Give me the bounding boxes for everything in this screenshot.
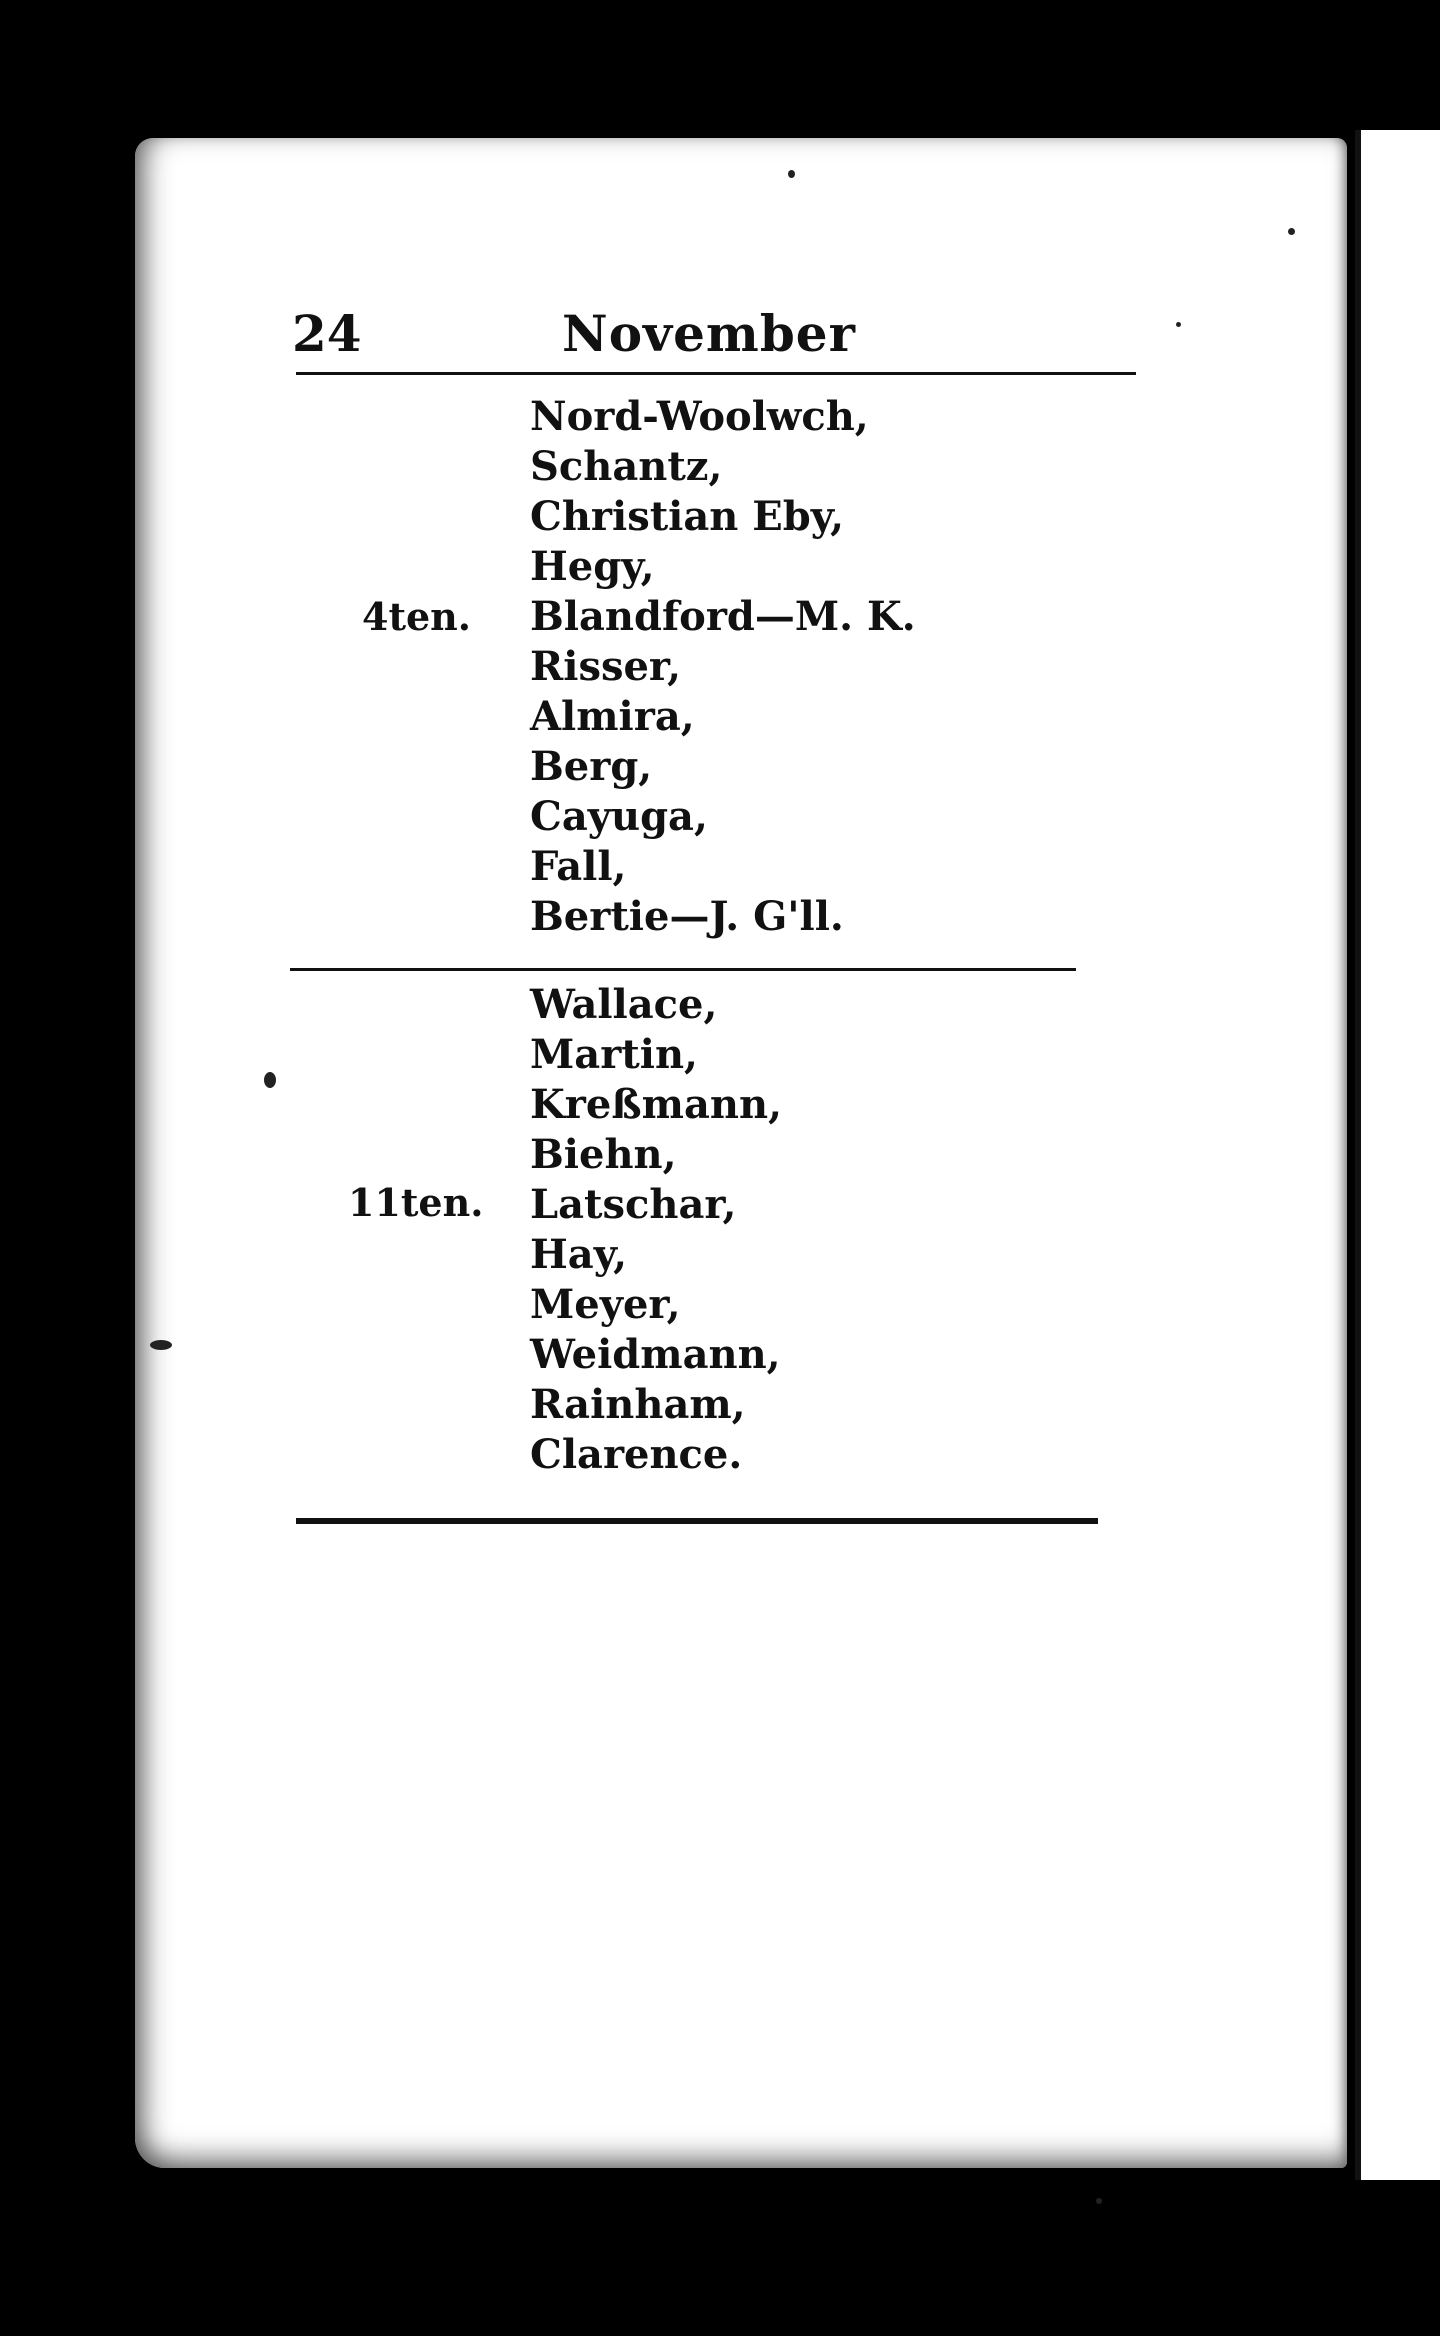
entry: Nord-Woolwch,	[530, 393, 869, 440]
entry: Bertie—J. G'll.	[530, 893, 844, 940]
header-rule	[296, 372, 1136, 375]
entry: Martin,	[530, 1031, 698, 1078]
entry: Risser,	[530, 643, 682, 690]
footer-rule	[296, 1518, 1098, 1524]
entry: Kreßmann,	[530, 1081, 783, 1128]
month-title: November	[562, 304, 856, 363]
entry: Wallace,	[530, 981, 718, 1028]
page-header	[292, 304, 1132, 364]
adjacent-page-edge	[1355, 130, 1440, 2180]
date-label: 4ten.	[362, 594, 472, 639]
entry: Weidmann,	[530, 1331, 781, 1378]
page-number: 24	[292, 304, 362, 363]
entry: Almira,	[530, 693, 695, 740]
ink-speck	[150, 1340, 172, 1350]
entry: Biehn,	[530, 1131, 677, 1178]
entry: Clarence.	[530, 1431, 743, 1478]
entry: Blandford—M. K.	[530, 593, 916, 640]
entry: Rainham,	[530, 1381, 746, 1428]
ink-speck	[788, 170, 795, 178]
entry: Christian Eby,	[530, 493, 845, 540]
date-label: 11ten.	[348, 1180, 484, 1225]
entry: Fall,	[530, 843, 627, 890]
ink-speck	[1288, 228, 1295, 235]
ink-speck	[1176, 322, 1181, 327]
entry: Schantz,	[530, 443, 723, 490]
section-rule	[290, 968, 1076, 971]
entry: Hegy,	[530, 543, 655, 590]
ink-speck	[1096, 2198, 1102, 2204]
entry: Latschar,	[530, 1181, 737, 1228]
entry: Berg,	[530, 743, 653, 790]
entry: Cayuga,	[530, 793, 708, 840]
entry: Hay,	[530, 1231, 628, 1278]
entry: Meyer,	[530, 1281, 681, 1328]
ink-speck	[264, 1072, 276, 1088]
book-page	[135, 138, 1347, 2168]
